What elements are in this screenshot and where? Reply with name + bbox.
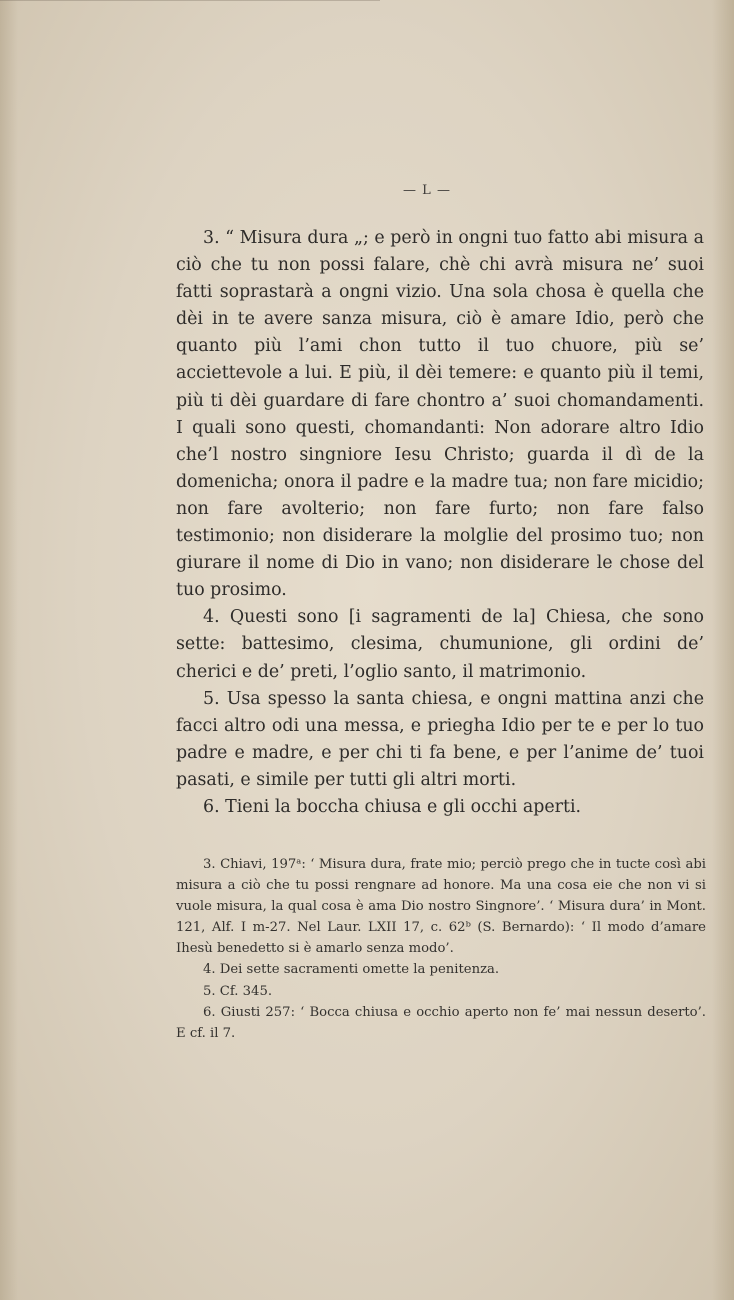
footnote-4: 4. Dei sette sacramenti omette la penitenza. — [203, 962, 500, 978]
footnote-5: 5. Cf. 345. — [203, 983, 273, 999]
paragraph-5: 5. Usa spesso la santa chiesa, e ongni mattina anzi che facci altro odi una messa, e priegha Idio per te e per lo tuo padre e madre, e per chi ti fa bene, e per l’anime de’ tuoi pasati, e simile per tutti gli altri morti. — [176, 688, 704, 790]
paragraph-6: 6. Tieni la boccha chiusa e gli occhi aperti. — [203, 796, 582, 817]
paragraph-4: 4. Questi sono [i sagramenti de la] Chiesa, che sono sette: battesimo, clesima, chumunione, gli ordini de’ cherici e de’ preti, l’oglio santo, il matrimonio. — [176, 607, 704, 682]
paragraph-3: 3. “ Misura dura „; e però in ongni tuo fatto abi misura a ciò che tu non possi falare, chè chi avrà misura ne’ suoi fatti soprastarà a ongni vizio. Una sola chosa è quella che dèi in te avere sanza misura, ciò è amare Idio, però che quanto più l’ami chon tutto il tuo chuore, più se’ acciettevole a lui. E più, il dèi temere: e quanto più il temi, più ti dèi guardare di fare chontro a’ suoi chomandamenti. I quali sono questi, chomandanti: Non adorare altro Idio che’l nostro singniore Iesu Christo; guarda il dì de la domenicha; onora il padre e la madre tua; non fare micidio; non fare avolterio; non fare furto; non fare falso testimonio; non disiderare la molglie del prosimo tuo; non giurare il nome di Dio in vano; non disiderare le chose del tuo prosimo. — [176, 228, 704, 601]
footnote-3: 3. Chiavi, 197ᵃ: ‘ Misura dura, frate mio; perciò prego che in tucte così abi misura a ciò che tu possi rengnare ad honore. Ma una cosa eie che non vi si vuole misura, la qual cosa è ama Dio nostro Singnore’. ‘ Misura dura’ in Mont. 121, Alf. I m-27. Nel Laur. LXII 17, c. 62ᵇ (S. Bernardo): ‘ Il modo d’amare Ihesù benedetto si è amarlo senza modo’. — [176, 857, 706, 957]
footnotes — [176, 854, 706, 1044]
main-text — [176, 225, 704, 821]
top-scan-line — [0, 0, 380, 1]
page-number-header: — L — — [403, 183, 451, 198]
footnote-6: 6. Giusti 257: ‘ Bocca chiusa e occhio aperto non fe’ mai nessun deserto’. E cf. il 7. — [176, 1004, 706, 1041]
